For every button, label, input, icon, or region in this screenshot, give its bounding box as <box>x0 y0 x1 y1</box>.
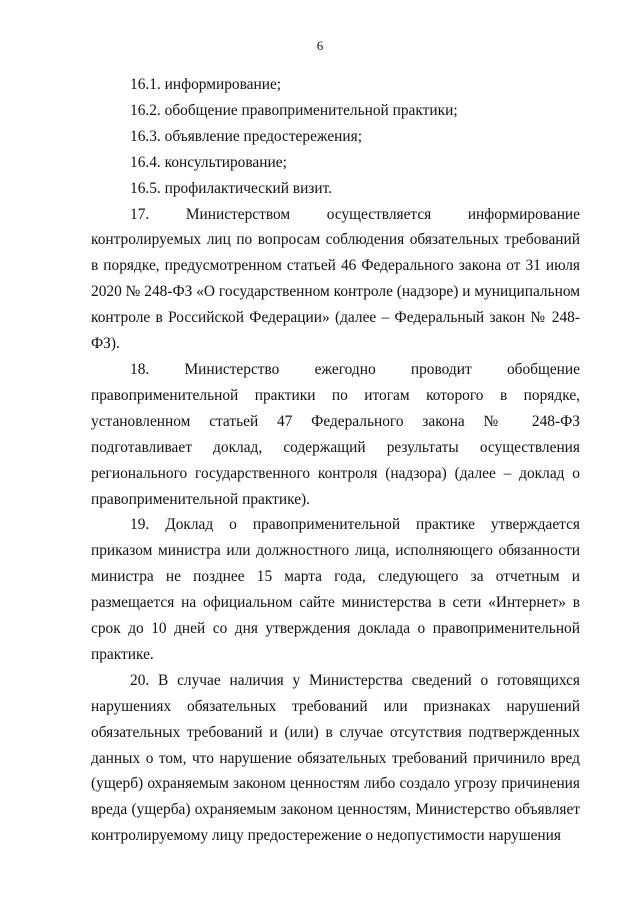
list-item-16-1: 16.1. информирование; <box>130 76 282 93</box>
paragraph-18: 18. Министерство ежегодно проводит обобщение правоприменительной практики по итогам которого в порядке, установленном статьей 47 Федерального закона № 248-ФЗ подготавливает доклад, содержащий результаты осуществления регионального государственного контроля (надзора) (далее – доклад о правоприменительной практике). <box>91 360 580 508</box>
page-number: 6 <box>316 38 324 53</box>
paragraph-17: 17. Министерством осуществляется информирование контролируемых лиц по вопросам соблюдения обязательных требований в порядке, предусмотренном статьей 46 Федерального закона от 31 июля 2020 № 248-ФЗ «О государственном контроле (надзоре) и муниципальном контроле в Российской Федерации» (далее – Федеральный закон № 248-ФЗ). <box>91 205 580 353</box>
list-item-16-3: 16.3. объявление предостережения; <box>130 127 363 145</box>
paragraph-20: 20. В случае наличия у Министерства сведений о готовящихся нарушениях обязательных требований или признаках нарушений обязательных требований и (или) в случае отсутствия подтвержденных данных о том, что нарушение обязательных требований причинило вред (ущерб) охраняемым законом ценностям либо создало угрозу причинения вреда (ущерба) охраняемым законом ценностям, Министерство объявляет контролируемому лицу предостережение о недопустимости нарушения <box>91 671 580 845</box>
list-item-16-4: 16.4. консультирование; <box>130 153 287 171</box>
list-item-16-5: 16.5. профилактический визит. <box>130 179 333 197</box>
paragraph-19: 19. Доклад о правоприменительной практике утверждается приказом министра или должностного лица, исполняющего обязанности министра не позднее 15 марта года, следующего за отчетным и размещается на официальном сайте министерства в сети «Интернет» в срок до 10 дней со дня утверждения доклада о правоприменительной практике. <box>91 516 580 663</box>
list-item-16-2: 16.2. обобщение правоприменительной практики; <box>130 101 458 119</box>
document-body <box>91 72 580 849</box>
